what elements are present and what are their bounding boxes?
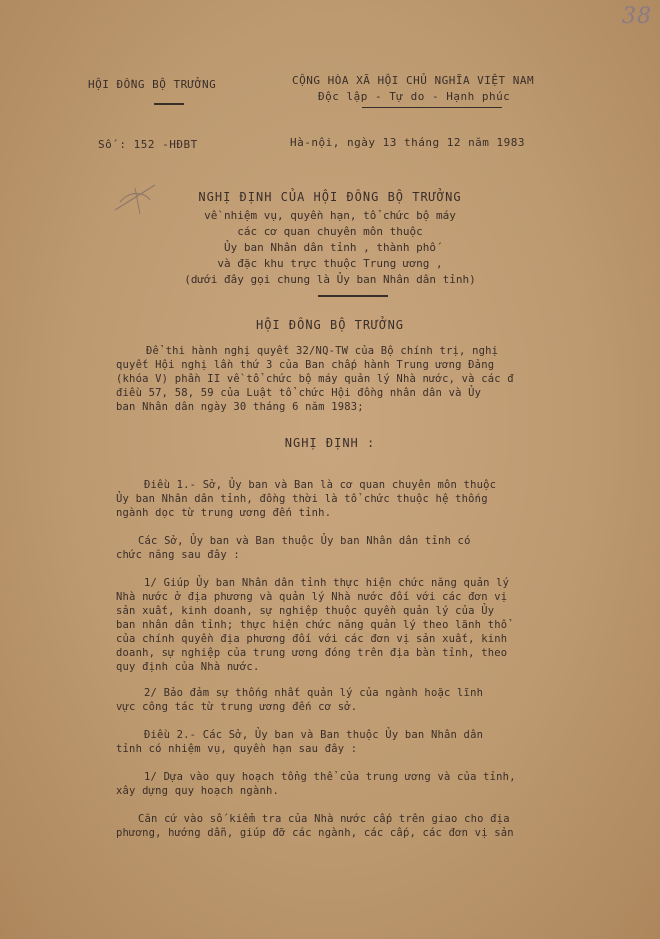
article-line: ban nhân dân tỉnh; thực hiện chức năng quản lý theo lãnh thổ bbox=[116, 619, 508, 631]
article-line: tỉnh có nhiệm vụ, quyền hạn sau đây : bbox=[116, 743, 358, 755]
article-line: doanh, sự nghiệp của trung ương đóng trên địa bàn tỉnh, theo bbox=[116, 647, 508, 659]
function-2 bbox=[116, 686, 646, 714]
preamble-line: điều 57, 58, 59 của Luật tổ chức Hội đồng nhân dân và Ủy bbox=[116, 387, 482, 399]
article-line: 1/ Giúp Ủy ban Nhân dân tỉnh thực hiện chức năng quản lý bbox=[144, 577, 510, 589]
title-underline bbox=[318, 295, 388, 297]
preamble-line: quyết Hội nghị lần thứ 3 của Ban chấp hành Trung ương Đảng bbox=[116, 359, 495, 371]
issuer-heading: HỘI ĐỒNG BỘ TRƯỞNG bbox=[255, 318, 405, 332]
article-line: ngành dọc từ trung ương đến tỉnh. bbox=[116, 507, 332, 519]
preamble-line: Để thi hành nghị quyết 32/NQ-TW của Bộ chính trị, nghị bbox=[146, 345, 499, 357]
article-line: của chính quyền địa phương đối với các đơn vị sản xuất, kinh bbox=[116, 633, 508, 645]
article-line: Các Sở, Ủy ban và Ban thuộc Ủy ban Nhân dân tỉnh có bbox=[138, 535, 471, 547]
document-date: Hà-nội, ngày 13 tháng 12 năm 1983 bbox=[290, 136, 526, 149]
org-underline bbox=[154, 103, 184, 105]
duty-1 bbox=[116, 770, 646, 798]
preamble-paragraph bbox=[116, 344, 646, 414]
article-line: sản xuất, kinh doanh, sự nghiệp thuộc quyền quản lý của Ủy bbox=[116, 605, 495, 617]
decree-subtitle-line: các cơ quan chuyên môn thuộc bbox=[237, 225, 423, 238]
decree-subtitle-line: và đặc khu trực thuộc Trung ương , bbox=[217, 257, 443, 270]
motto-underline bbox=[362, 107, 502, 108]
decree-heading: NGHỊ ĐỊNH : bbox=[284, 436, 376, 450]
article-line: vực công tác từ trung ương đến cơ sở. bbox=[116, 701, 358, 713]
article-line: Nhà nước ở địa phương và quản lý Nhà nước đối với các đơn vị bbox=[116, 591, 508, 603]
decree-subtitle-line: (dưới đây gọi chung là Ủy ban Nhân dân tỉnh) bbox=[184, 273, 476, 286]
issuing-organization: HỘI ĐỒNG BỘ TRƯỞNG bbox=[88, 78, 217, 91]
article-line: quy định của Nhà nước. bbox=[116, 661, 260, 673]
preamble-line: (khóa V) phần II về tổ chức bộ máy quản lý Nhà nước, và các đ bbox=[116, 373, 514, 385]
national-title: CỘNG HÒA XÃ HỘI CHỦ NGHĨA VIỆT NAM bbox=[292, 74, 535, 87]
article-line: Căn cứ vào số kiểm tra của Nhà nước cấp trên giao cho địa bbox=[138, 813, 510, 825]
page-number-handwritten: 38 bbox=[622, 4, 652, 29]
article-line: phương, hướng dẫn, giúp đỡ các ngành, các cấp, các đơn vị sản bbox=[116, 827, 514, 839]
article-line: Điều 1.- Sở, Ủy ban và Ban là cơ quan chuyên môn thuộc bbox=[144, 479, 497, 491]
decree-subtitle-line: Ủy ban Nhân dân tỉnh , thành phố bbox=[224, 241, 436, 254]
national-motto: Độc lập - Tự do - Hạnh phúc bbox=[318, 90, 511, 103]
article-line: 1/ Dựa vào quy hoạch tổng thể của trung ương và của tỉnh, bbox=[144, 771, 516, 783]
duty-1-continued bbox=[116, 812, 646, 840]
article-line: Ủy ban Nhân dân tỉnh, đồng thời là tổ chức thuộc hệ thống bbox=[116, 493, 488, 505]
article-line: 2/ Bảo đảm sự thống nhất quản lý của ngành hoặc lĩnh bbox=[144, 687, 484, 699]
decree-title: NGHỊ ĐỊNH CỦA HỘI ĐỒNG BỘ TRƯỞNG bbox=[198, 190, 462, 204]
article-line: chức năng sau đây : bbox=[116, 549, 240, 561]
preamble-line: ban Nhân dân ngày 30 tháng 6 năm 1983; bbox=[116, 401, 364, 413]
article-1 bbox=[116, 478, 646, 520]
article-line: xây dựng quy hoạch ngành. bbox=[116, 785, 280, 797]
document-number: Số : 152 -HĐBT bbox=[98, 138, 198, 151]
article-2 bbox=[116, 728, 646, 756]
decree-subtitle-line: về nhiệm vụ, quyền hạn, tổ chức bộ máy bbox=[204, 209, 456, 222]
function-1 bbox=[116, 576, 646, 674]
article-1-functions-intro bbox=[116, 534, 646, 562]
article-line: Điều 2.- Các Sở, Ủy ban và Ban thuộc Ủy ban Nhân dân bbox=[144, 729, 484, 741]
